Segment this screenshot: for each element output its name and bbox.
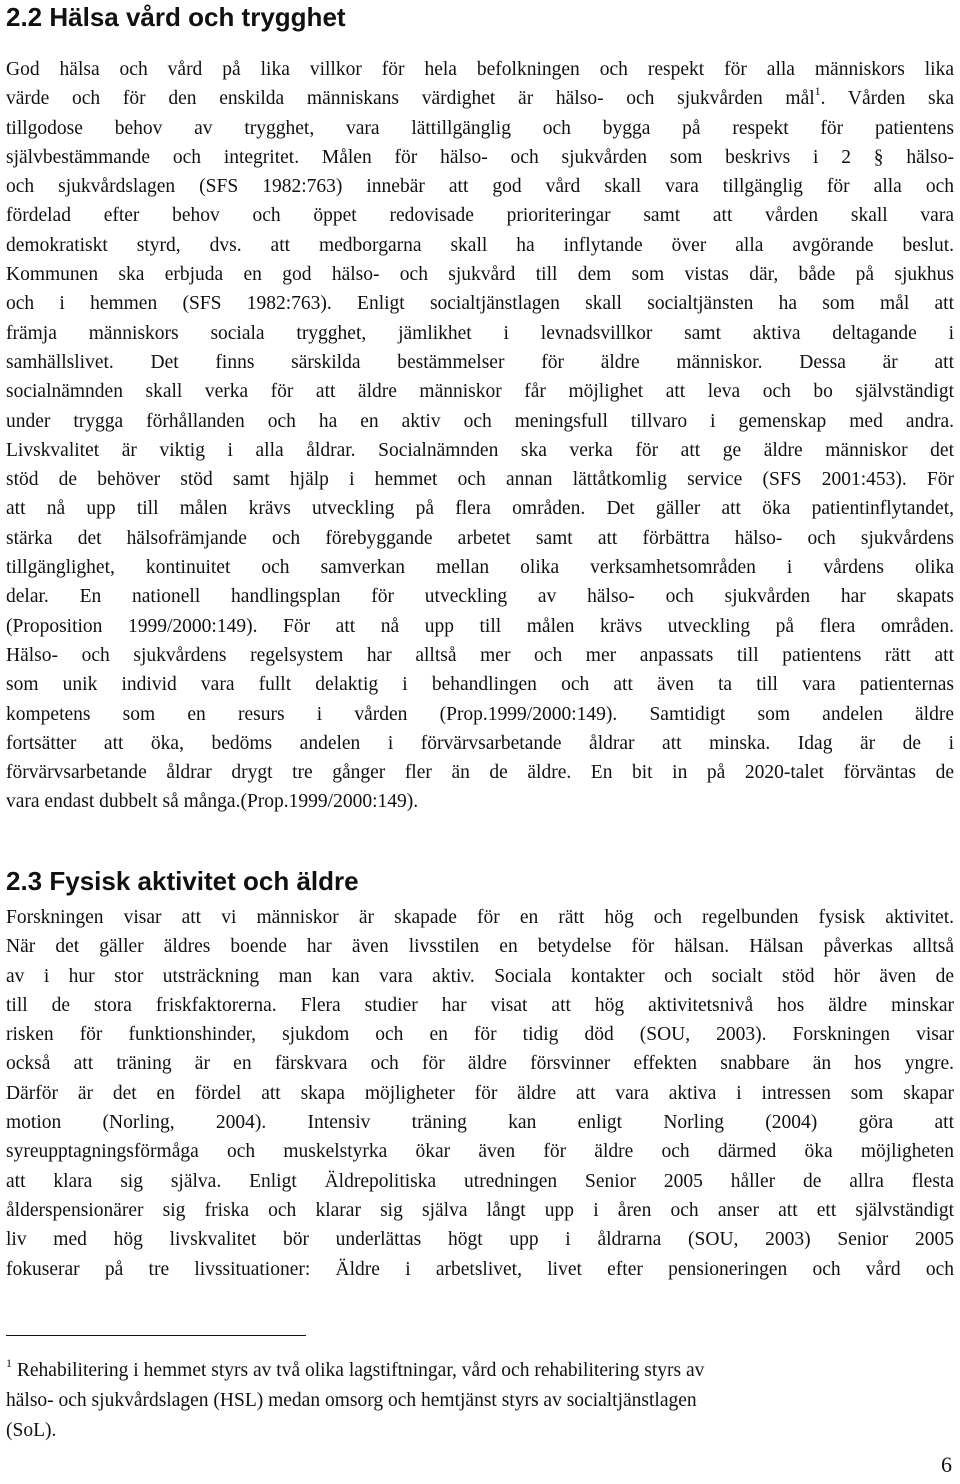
text-line-segment: värde och för den enskilda människans värdighet är hälso- och sjukvården mål [6, 88, 815, 110]
text-line: (Proposition 1999/2000:149). För att nå upp till målen krävs utveckling på flera områden. [6, 615, 954, 637]
section-2-2-body [6, 55, 954, 817]
text-line: och i hemmen (SFS 1982:763). Enligt socialtjänstlagen skall socialtjänsten ha som mål att [6, 293, 954, 315]
text-line: När det gäller äldres boende har även livsstilen en betydelse för hälsan. Hälsan påverkas alltså [6, 936, 954, 958]
text-line: självbestämmande och integritet. Målen för hälso- och sjukvården som beskrivs i 2 § hälso- [6, 146, 954, 168]
text-line: risken för funktionshinder, sjukdom och en för tidig död (SOU, 2003). Forskningen visar [6, 1024, 954, 1046]
text-line: delar. En nationell handlingsplan för utveckling av hälso- och sjukvården har skapats [6, 586, 954, 608]
footnote [6, 1356, 954, 1446]
text-line: socialnämnden skall verka för att äldre människor får möjlighet att leva och bo självständigt [6, 381, 954, 403]
footnote-text: Rehabilitering i hemmet styrs av två olika lagstiftningar, vård och rehabilitering styrs av [16, 1360, 705, 1381]
text-line: fortsätter att öka, bedöms andelen i förvärvsarbetande åldrar att minska. Idag är de i [6, 732, 954, 754]
text-line: kompetens som en resurs i vården (Prop.1999/2000:149). Samtidigt som andelen äldre [6, 703, 954, 725]
text-line: demokratiskt styrd, dvs. att medborgarna skall ha inflytande över alla avgörande beslut. [6, 234, 954, 256]
text-line: motion (Norling, 2004). Intensiv träning kan enligt Norling (2004) göra att [6, 1112, 954, 1134]
text-line: tillgänglighet, kontinuitet och samverkan mellan olika verksamhetsområden i vårdens olika [6, 557, 954, 579]
text-line: förvärvsarbetande åldrar drygt tre gånger fler än de äldre. En bit in på 2020-talet förväntas de [6, 762, 954, 784]
text-line: Kommunen ska erbjuda en god hälso- och sjukvård till dem som vistas där, både på sjukhus [6, 264, 954, 286]
footnote-reference: 1 [814, 84, 821, 99]
text-line: att klara sig själva. Enligt Äldrepolitiska utredningen Senior 2005 håller de allra flesta [6, 1170, 954, 1192]
text-line: liv med hög livskvalitet bör underlättas högt upp i åldrarna (SOU, 2003) Senior 2005 [6, 1229, 954, 1251]
text-line: också att träning är en färskvara och för äldre försvinner effekten snabbare än hos yngre. [6, 1053, 954, 1075]
text-line: under trygga förhållanden och ha en aktiv och meningsfull tillvaro i gemenskap med andra. [6, 410, 954, 432]
page-number: 6 [941, 1452, 952, 1477]
text-line: som unik individ vara fullt delaktig i behandlingen och att även ta till vara patienternas [6, 674, 954, 696]
text-line: till de stora friskfaktorerna. Flera studier har visat att hög aktivitetsnivå hos äldre minskar [6, 994, 954, 1016]
text-line: vara endast dubbelt så många.(Prop.1999/2000:149). [6, 791, 419, 813]
footnote-marker: 1 [6, 1356, 12, 1370]
text-line: stöd de behöver stöd samt hjälp i hemmet och annan lättåtkomlig service (SFS 2001:453). För [6, 469, 954, 491]
footnote-line: hälso- och sjukvårdslagen (HSL) medan omsorg och hemtjänst styrs av socialtjänstlagen [6, 1390, 697, 1411]
footnote-line: (SoL). [6, 1420, 57, 1441]
section-heading-2-3: 2.3 Fysisk aktivitet och äldre [6, 866, 359, 896]
text-line: God hälsa och vård på lika villkor för hela befolkningen och respekt för alla människors lika [6, 59, 954, 80]
text-line: av i hur stor utsträckning man kan vara aktiv. Sociala kontakter och socialt stöd hör även de [6, 965, 954, 987]
text-line: och sjukvårdslagen (SFS 1982:763) innebär att god vård skall vara tillgänglig för alla och [6, 176, 954, 198]
text-line: Hälso- och sjukvårdens regelsystem har alltså mer och mer anpassats till patientens rätt att [6, 644, 954, 666]
text-line: Därför är det en fördel att skapa möjligheter för äldre att vara aktiva i intressen som skapar [6, 1082, 954, 1104]
text-line: Forskningen visar att vi människor är skapade för en rätt hög och regelbunden fysisk aktivitet. [6, 907, 954, 928]
text-line: syreupptagningsförmåga och muskelstyrka ökar även för äldre och därmed öka möjligheten [6, 1141, 954, 1163]
text-line-segment: . Vården ska [820, 88, 955, 110]
text-line: ålderspensionärer sig friska och klarar sig själva långt upp i åren och anser att ett självständigt [6, 1199, 954, 1221]
text-line: tillgodose behov av trygghet, vara lättillgänglig och bygga på respekt för patientens [6, 117, 954, 139]
text-line [6, 84, 954, 113]
text-line: samhällslivet. Det finns särskilda bestämmelser för äldre människor. Dessa är att [6, 351, 954, 373]
section-2-3-body [6, 903, 954, 1284]
text-line: att nå upp till målen krävs utveckling på flera områden. Det gäller att öka patientinflytandet, [6, 498, 954, 520]
text-line: stärka det hälsofrämjande och förebyggande arbetet samt att förbättra hälso- och sjukvårdens [6, 527, 954, 549]
text-line: fokuserar på tre livssituationer: Äldre i arbetslivet, livet efter pensioneringen och vård och [6, 1258, 954, 1280]
text-line: Livskvalitet är viktig i alla åldrar. Socialnämnden ska verka för att ge äldre människor det [6, 439, 954, 461]
footnote-divider [6, 1335, 306, 1336]
text-line: fördelad efter behov och öppet redovisade prioriteringar samt att vården skall vara [6, 205, 954, 227]
section-heading-2-2: 2.2 Hälsa vård och trygghet [6, 2, 346, 32]
footnote-line [6, 1356, 954, 1386]
text-line: främja människors sociala trygghet, jämlikhet i levnadsvillkor samt aktiva deltagande i [6, 322, 954, 344]
